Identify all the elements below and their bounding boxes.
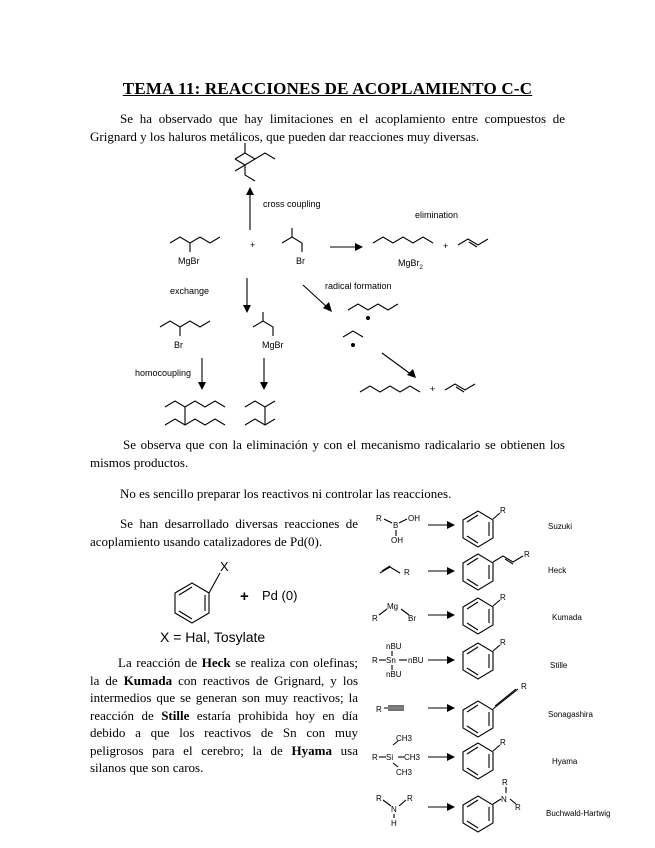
homocoupling-label: homocoupling <box>135 368 192 378</box>
reaction-name-suzuki: Suzuki <box>548 522 573 531</box>
elimination-label: elimination <box>415 210 459 220</box>
alkene-product <box>458 239 488 247</box>
plus-sign: + <box>250 240 256 250</box>
svg-text:Br: Br <box>408 614 416 623</box>
svg-text:R: R <box>376 794 382 803</box>
svg-text:CH3: CH3 <box>396 734 413 743</box>
svg-text:Br: Br <box>174 340 183 350</box>
intro-paragraph: Se ha observado que hay limitaciones en el acoplamiento entre compuestos de Grignard y los haluros metálicos, que pueden dar reacciones muy diversas. <box>90 111 565 144</box>
svg-text:N: N <box>501 795 507 804</box>
heck-term: Heck <box>201 655 231 670</box>
x-definition: X = Hal, Tosylate <box>160 629 266 645</box>
x-label: X <box>220 559 229 574</box>
svg-text:R: R <box>515 803 521 812</box>
svg-text:R: R <box>372 614 378 623</box>
hyama-term: Hyama <box>291 742 332 758</box>
svg-text:R: R <box>376 514 382 523</box>
aryl-ring <box>175 583 209 623</box>
alkane-product <box>373 237 433 243</box>
svg-text:R: R <box>502 778 508 787</box>
svg-text:R: R <box>524 550 530 559</box>
grignard-reaction-scheme <box>130 140 530 440</box>
page-title: TEMA 11: REACCIONES DE ACOPLAMIENTO C-C <box>122 79 533 98</box>
svg-text:Sn: Sn <box>386 656 396 665</box>
svg-text:R: R <box>500 638 506 647</box>
plus-sign: + <box>240 588 249 605</box>
homocoupling-product-2 <box>245 401 275 425</box>
svg-text:+: + <box>443 241 449 251</box>
svg-text:H: H <box>391 819 397 828</box>
svg-text:nBU: nBU <box>386 642 402 651</box>
svg-text:B: B <box>393 521 399 530</box>
svg-text:R: R <box>372 753 378 762</box>
reaction-row-buchwald-hartwig <box>376 778 610 832</box>
svg-text:OH: OH <box>408 514 420 523</box>
svg-text:nBU: nBU <box>408 656 424 665</box>
svg-text:R: R <box>521 682 527 691</box>
reagents-paragraph: No es sencillo preparar los reactivos ni controlar las reacciones. <box>120 486 452 501</box>
radical-2 <box>343 331 363 337</box>
br-label: Br <box>296 256 305 266</box>
cross-coupling-label: cross coupling <box>263 199 321 209</box>
exchange-label: exchange <box>170 286 210 296</box>
reaction-row-kumada <box>372 593 582 634</box>
catalysts-paragraph: Se han desarrollado diversas reacciones de acoplamiento usando catalizadores de Pd(0). <box>90 516 358 549</box>
reaction-name-hyama: Hyama <box>552 757 578 766</box>
svg-text:MgBr: MgBr <box>262 340 284 350</box>
exchanged-grignard <box>253 312 273 336</box>
radical-alkene <box>445 384 475 392</box>
kumada-term: Kumada <box>123 672 173 688</box>
radical-formation-label: radical formation <box>325 281 392 291</box>
radical-product-arrow <box>382 353 412 375</box>
coupling-reactions-table <box>368 505 638 840</box>
svg-text:nBU: nBU <box>386 670 402 679</box>
alkyl-bromide <box>282 228 302 252</box>
svg-text:R: R <box>500 738 506 747</box>
reaction-row-stille <box>372 638 568 679</box>
reaction-name-kumada: Kumada <box>552 613 582 622</box>
mgbr-label: MgBr <box>178 256 200 266</box>
reaction-row-hyama <box>372 734 578 779</box>
radical-alkane <box>360 386 420 392</box>
grignard-reagent <box>170 237 220 252</box>
reaction-row-heck <box>380 550 567 590</box>
reaction-row-suzuki <box>376 506 572 547</box>
reaction-name-heck: Heck <box>548 566 567 575</box>
homocoupling-product-1 <box>165 401 225 425</box>
reaction-name-sonagashira: Sonagashira <box>548 710 593 719</box>
reaction-name-stille: Stille <box>550 661 568 670</box>
radical-paragraph: Se observa que con la eliminación y con el mecanismo radicalario se obtienen los mismos productos. <box>90 437 565 470</box>
svg-text:R: R <box>376 705 382 714</box>
pd-label: Pd (0) <box>262 588 298 603</box>
svg-text:Mg: Mg <box>387 602 399 611</box>
svg-text:R: R <box>407 794 413 803</box>
svg-text:CH3: CH3 <box>404 753 421 762</box>
svg-text:R: R <box>500 593 506 602</box>
svg-text:Si: Si <box>386 753 394 762</box>
svg-text:R: R <box>500 506 506 515</box>
svg-text:OH: OH <box>391 536 403 545</box>
reactions-paragraph: La reacción de Heck se realiza con olefinas; la de Kumada con reactivos de Grignard, y los intermedios que se generan son muy reactivos; la reacción de Stille estaría prohibida hoy en día debido a que los reactivos de Sn con muy peligrosos para el cerebro; la de Hyama usa silanos que son caros. <box>90 655 358 775</box>
exchanged-bromide <box>160 321 210 336</box>
svg-text:CH3: CH3 <box>396 768 413 777</box>
svg-text:R: R <box>404 568 410 577</box>
stille-term: Stille <box>161 707 190 723</box>
reaction-row-sonagashira <box>376 682 593 737</box>
reaction-name-buchwald-hartwig: Buchwald-Hartwig <box>546 809 611 818</box>
mgbr2-label: MgBr$_2$ <box>398 258 423 271</box>
svg-text:+: + <box>430 384 436 394</box>
cross-coupling-product <box>235 143 275 181</box>
svg-text:R: R <box>372 656 378 665</box>
radical-1 <box>348 304 398 310</box>
svg-text:N: N <box>391 805 397 814</box>
